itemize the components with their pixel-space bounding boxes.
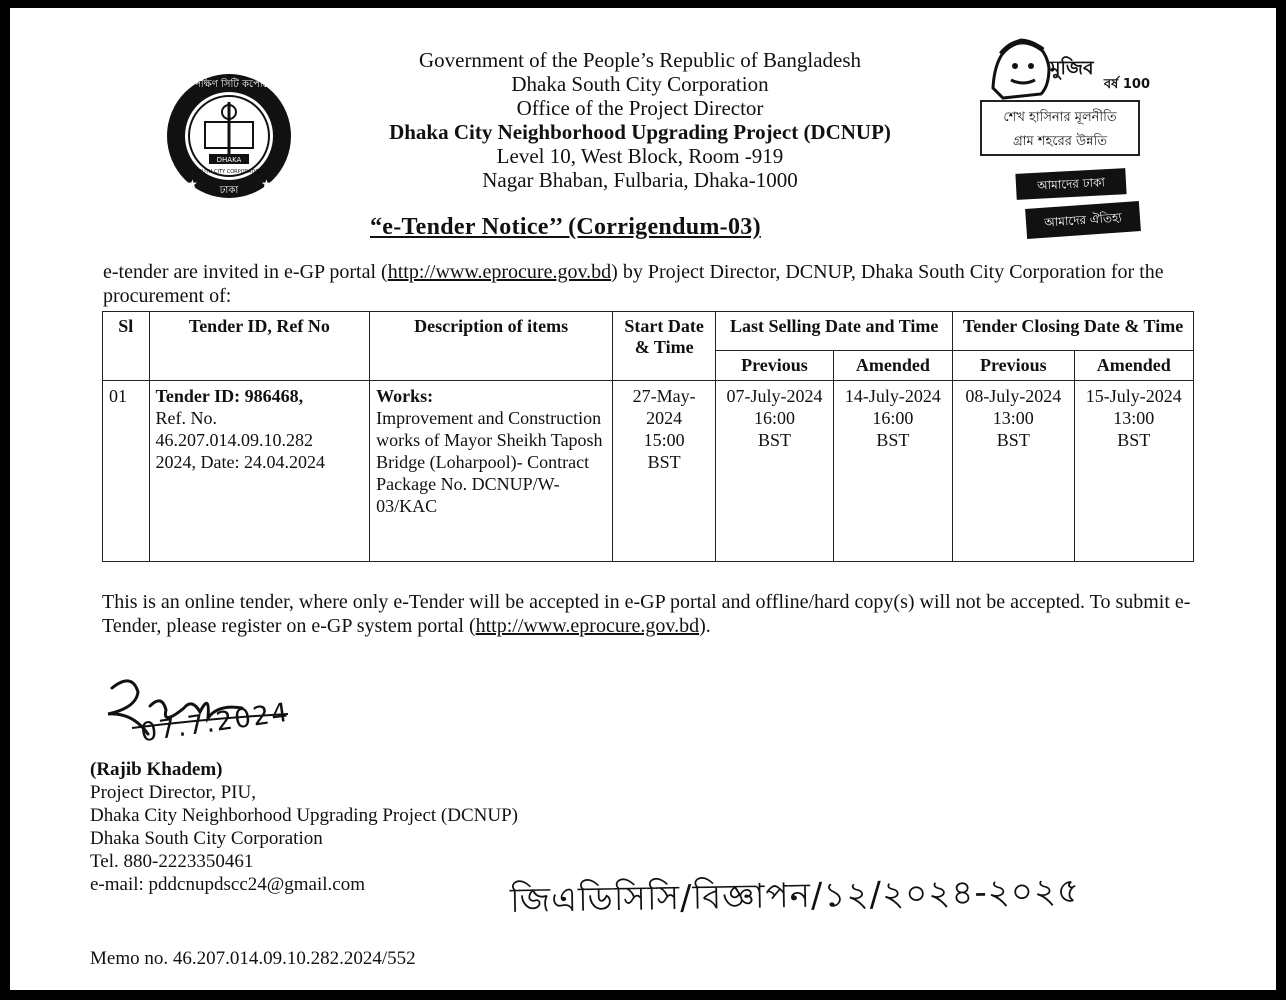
header-line-corporation: Dhaka South City Corporation (511, 72, 769, 96)
eprocure-link[interactable]: http://www.eprocure.gov.bd (387, 261, 612, 283)
col-header-closing-previous: Previous (953, 351, 1074, 381)
col-header-closing: Tender Closing Date & Time (953, 312, 1194, 351)
portrait-sketch-icon (983, 28, 1058, 100)
cell-closing-previous: 08-July-2024 13:00 BST (953, 381, 1074, 562)
submission-note: This is an online tender, where only e-Tender will be accepted in e-GP portal and offline/hard copy(s) will not be accepted. To submit e-Tender, please register on e-GP system portal (http://www.eprocure.gov.bd). (102, 591, 1191, 637)
svg-text:ঢাকা: ঢাকা (219, 185, 239, 196)
cell-selling-amended: 14-July-2024 16:00 BST (833, 381, 952, 562)
handwritten-reference: জিএডিসিসি/বিজ্ঞাপন/১২/২০২৪-২০২৫ (509, 871, 1081, 921)
cell-description: Works: Improvement and Construction works of Mayor Sheikh Taposh Bridge (Loharpool)- Contract Package No. DCNUP/W-03/KAC (370, 381, 613, 562)
signature-date: 07.7.2024 (138, 697, 292, 749)
officer-org: Dhaka South City Corporation (90, 828, 323, 849)
cell-selling-previous: 07-July-2024 16:00 BST (716, 381, 833, 562)
svg-text:ঢাকা দক্ষিণ সিটি কর্পোরেশন: ঢাকা দক্ষিণ সিটি কর্পোরেশন (173, 79, 285, 90)
col-header-start: Start Date & Time (613, 312, 716, 381)
notice-title: “e-Tender Notice’’ (Corrigendum-03) (370, 214, 761, 240)
campaign-slogan: শেখ হাসিনার মূলনীতি গ্রাম শহরের উন্নতি (980, 100, 1140, 156)
letterhead (300, 48, 980, 192)
header-line-room: Level 10, West Block, Room -919 (496, 144, 784, 168)
col-header-description: Description of items (370, 312, 613, 381)
svg-text:★: ★ (261, 177, 272, 191)
officer-block (90, 758, 518, 896)
col-header-last-selling: Last Selling Date and Time (716, 312, 953, 351)
cell-start: 27-May-2024 15:00 BST (613, 381, 716, 562)
dscc-emblem-icon (165, 72, 293, 200)
campaign-tag-amader-oitijjo: আমাদের ঐতিহ্য (1025, 201, 1141, 239)
header-line-government: Government of the People’s Republic of Bangladesh (418, 48, 862, 72)
campaign-tag-amader-dhaka: আমাদের ঢাকা (1015, 168, 1126, 200)
tender-table (102, 311, 1194, 562)
memo-number: Memo no. 46.207.014.09.10.282.2024/552 (90, 948, 416, 969)
officer-designation: Project Director, PIU, (90, 782, 256, 803)
col-header-tender-id: Tender ID, Ref No (149, 312, 370, 381)
officer-name: (Rajib Khadem) (90, 759, 223, 780)
cell-sl: 01 (103, 381, 150, 562)
intro-paragraph: e-tender are invited in e-GP portal (http://www.eprocure.gov.bd) by Project Director, DCNUP, Dhaka South City Corporation for the procurement of: (103, 261, 1164, 307)
col-header-selling-amended: Amended (833, 351, 952, 381)
header-line-address: Nagar Bhaban, Fulbaria, Dhaka-1000 (482, 168, 798, 192)
cell-closing-amended: 15-July-2024 13:00 BST (1074, 381, 1193, 562)
col-header-sl: Sl (103, 312, 150, 381)
col-header-selling-previous: Previous (716, 351, 833, 381)
eprocure-link-footer[interactable]: http://www.eprocure.gov.bd (475, 615, 700, 637)
col-header-closing-amended: Amended (1074, 351, 1193, 381)
mujib-borsho-logo: মুজিব বর্ষ 100 (1050, 57, 1150, 92)
cell-tender-id: Tender ID: 986468, Ref. No. 46.207.014.09.10.282 2024, Date: 24.04.2024 (149, 381, 370, 562)
header-line-office: Office of the Project Director (516, 96, 764, 120)
svg-text:★: ★ (187, 177, 198, 191)
svg-text:SOUTH CITY CORPORATION: SOUTH CITY CORPORATION (194, 169, 264, 175)
svg-text:DHAKA: DHAKA (216, 156, 242, 164)
officer-email: e-mail: pddcnupdscc24@gmail.com (90, 874, 365, 895)
officer-project: Dhaka City Neighborhood Upgrading Project (DCNUP) (90, 805, 518, 826)
notice-sheet (10, 8, 1276, 990)
table-row (103, 381, 1194, 562)
officer-tel: Tel. 880-2223350461 (90, 851, 254, 872)
header-line-project: Dhaka City Neighborhood Upgrading Project (DCNUP) (389, 120, 891, 144)
